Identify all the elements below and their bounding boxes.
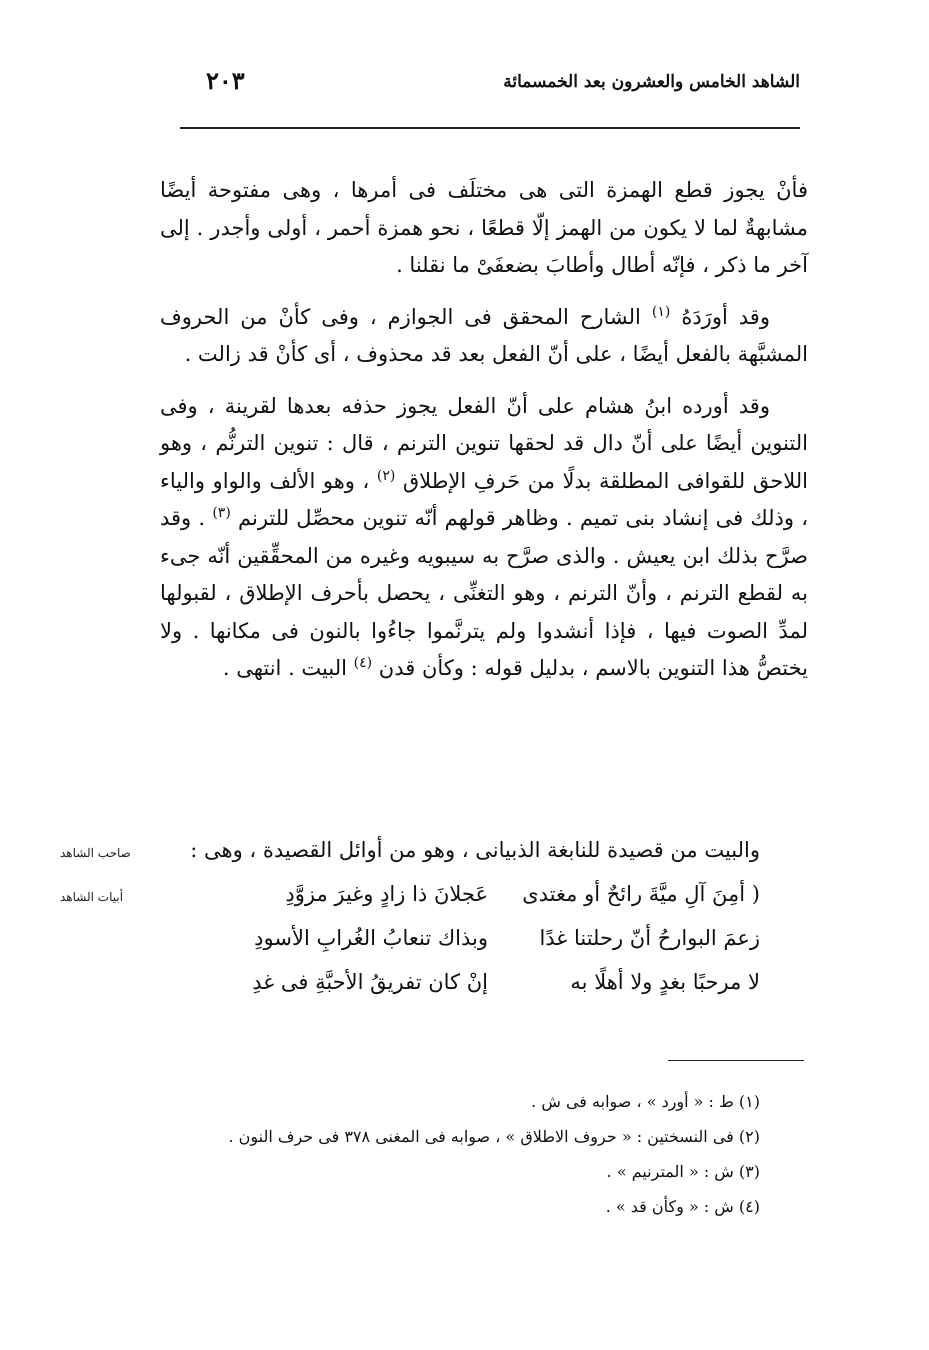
paragraph-3-text-a: وقد أورده ابنُ هشام على أنّ الفعل يجوز حذفه بعدها لقرينة ، وفى التنوين أيضًا على أنّ دال قد لحقها تنوين الترنم ، قال : تنوين الترنُّم ، وهو اللاحق للقوافى المطلقة بدلًا من حَرفِ الإطلاق	[160, 393, 808, 493]
verse-line	[60, 970, 808, 1014]
footnote-3: (٣) ش : « المترنيم » .	[606, 1162, 760, 1181]
footnote-1: (١) ط : « أورد » ، صوابه فى ش .	[531, 1092, 760, 1111]
witness-intro-line	[60, 838, 808, 882]
witness-intro: والبيت من قصيدة للنابغة الذبيانى ، وهو من أوائل القصيدة ، وهى :	[190, 838, 760, 862]
verse-line	[60, 926, 808, 970]
paragraph-2-text-a: وقد أورَدَهُ	[681, 304, 770, 329]
margin-note-author: صاحب الشاهد	[60, 846, 131, 860]
verse-first-hemistich: ( أمِنَ آلِ ميَّةَ رائحٌ أو مغتدى	[522, 882, 760, 906]
footnote-rule	[668, 1060, 804, 1061]
footnote-4: (٤) ش : « وكأن قد » .	[605, 1197, 760, 1216]
verse-second-hemistich: إنْ كان تفريقُ الأحبَّةِ فى غدِ	[252, 970, 488, 994]
footnote-2: (٢) فى النسختين : « حروف الاطلاق » ، صوابه فى المغنى ٣٧٨ فى حرف النون .	[228, 1127, 760, 1146]
paragraph-3-text-c: . وقد صرَّح بذلك ابن يعيش . والذى صرَّح به سيبويه وغيره من المحقِّقين أنّه جىء به لقطع الترنم ، وأنّ الترنم ، وهو التغنِّى ، يحصل بأحرف الإطلاق ، لقبولها لمدِّ الصوت فيها ، فإذا أنشدوا ولم يترنَّموا جاءُوا بالنون فى مكانها . ولا يختصُّ هذا التنوين بالاسم ، بدليل قوله : وكأن قدن	[160, 506, 808, 680]
footnote-ref-1: (١)	[651, 303, 671, 320]
margin-note-verses: أبيات الشاهد	[60, 890, 124, 904]
paragraph-3-text-d: البيت . انتهى .	[222, 656, 347, 680]
footnotes	[160, 1092, 760, 1232]
footnote-ref-2: (٢)	[376, 467, 396, 484]
verse-second-hemistich: عَجلانَ ذا زادٍ وغيرَ مزوَّدِ	[285, 882, 488, 906]
paragraph-2-text-b: الشارح المحقق فى الجوازم ، وفى كأنْ من الحروف المشبَّهة بالفعل أيضًا ، على أنّ الفعل بعد قد محذوف ، أى كأنْ قد زالت .	[160, 304, 808, 366]
page-header	[180, 66, 800, 106]
verse-first-hemistich: لا مرحبًا بغدٍ ولا أهلًا به	[570, 970, 760, 994]
paragraph-3	[160, 388, 808, 688]
paragraph-3-text-b: ، وهو الألف والواو والياء ، وذلك فى إنشاد بنى تميم . وظاهر قولهم أنّه تنوين محصِّل للترنم	[160, 468, 808, 530]
header-rule	[180, 127, 800, 129]
main-text	[160, 172, 808, 702]
paragraph-2	[160, 299, 808, 374]
page-number: ٢٠٣	[206, 66, 245, 95]
verse-line	[60, 882, 808, 926]
verse-second-hemistich: وبذاك تنعابُ الغُرابِ الأسودِ	[254, 926, 488, 950]
paragraph-1: فأنْ يجوز قطع الهمزة التى هى مختلَف فى أمرها ، وهى مفتوحة أيضًا مشابهةٌ لما لا يكون من الهمز إلّا قطعًا ، نحو همزة أحمر ، أولى وأجدر . إلى آخر ما ذكر ، فإنّه أطال وأطابَ بضعفَىْ ما نقلنا .	[160, 178, 808, 277]
witness-section	[60, 838, 808, 1014]
footnote-ref-4: (٤)	[353, 655, 373, 671]
footnote-ref-3: (٣)	[212, 505, 231, 521]
verse-first-hemistich: زعمَ البوارحُ أنّ رحلتنا غدًا	[539, 926, 760, 950]
running-head: الشاهد الخامس والعشرون بعد الخمسمائة	[503, 72, 800, 92]
